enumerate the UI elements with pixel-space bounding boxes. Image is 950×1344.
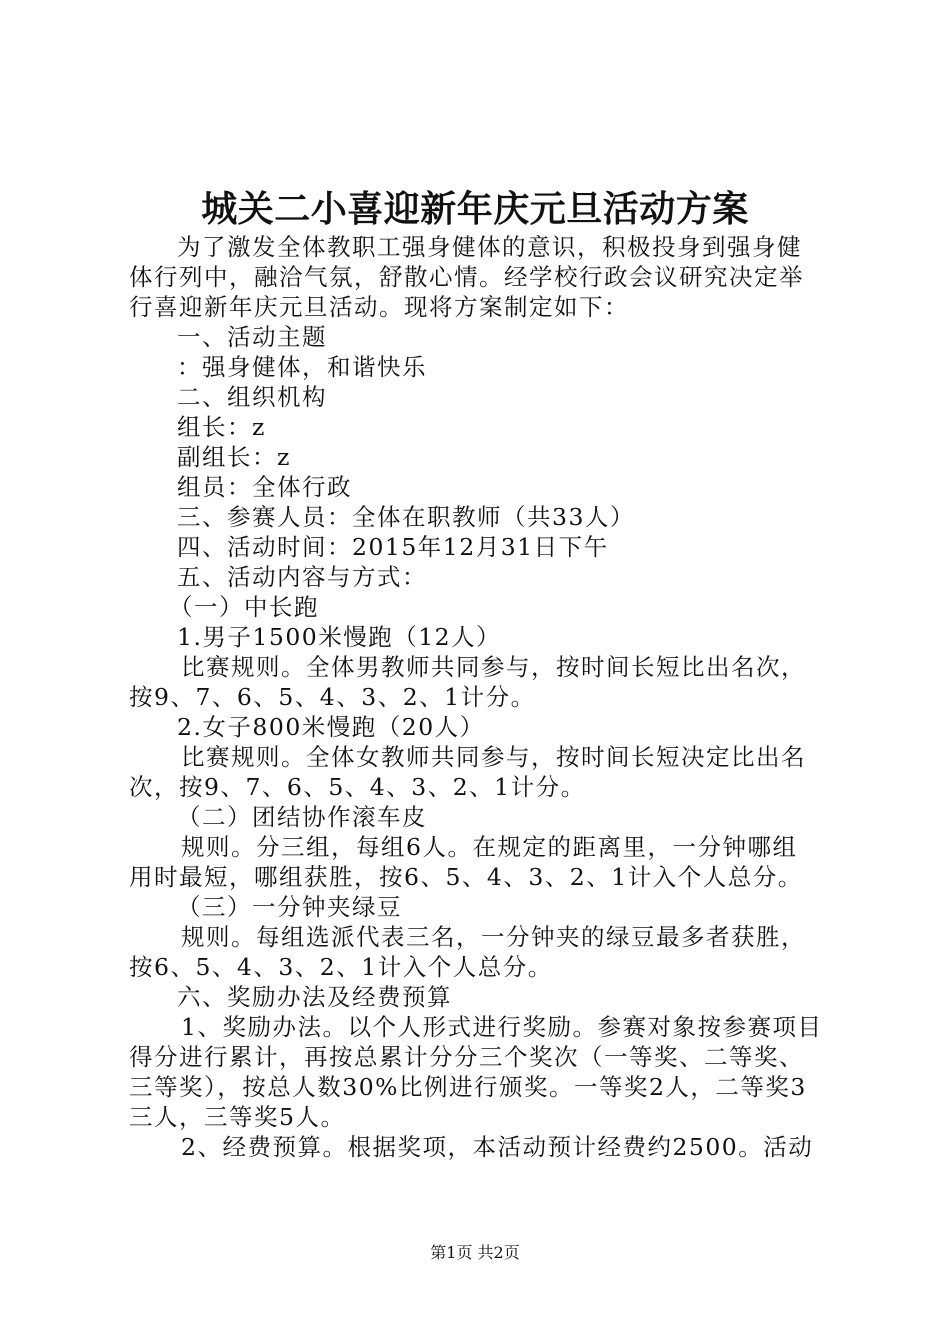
paragraph-line: 三人，三等奖5人。 [129, 1103, 346, 1131]
section-heading: 五、活动内容与方式： [177, 563, 427, 591]
paragraph-line: 规则。每组选派代表三名，一分钟夹的绿豆最多者获胜， [181, 923, 806, 951]
paragraph-line: 体行列中，融洽气氛，舒散心情。经学校行政会议研究决定举 [129, 263, 804, 291]
section-heading: 四、活动时间：2015年12月31日下午 [177, 533, 609, 561]
paragraph-line: 2、经费预算。根据奖项，本活动预计经费约2500。活动 [181, 1133, 814, 1161]
paragraph-line: 规则。分三组，每组6人。在规定的距离里，一分钟哪组 [181, 833, 798, 861]
paragraph-line: 比赛规则。全体女教师共同参与，按时间长短决定比出名 [181, 743, 806, 771]
paragraph-line: 组长：z [177, 413, 266, 441]
section-heading: 六、奖励办法及经费预算 [177, 983, 452, 1011]
page-footer: 第1页 共2页 [430, 1243, 520, 1262]
paragraph-line: ：强身健体，和谐快乐 [177, 353, 427, 381]
paragraph-line: 得分进行累计，再按总累计分分三个奖次（一等奖、二等奖、 [129, 1043, 804, 1071]
paragraph-line: 1、奖励办法。以个人形式进行奖励。参赛对象按参赛项目 [181, 1013, 823, 1041]
document-body [129, 232, 831, 1162]
subsection-heading: （三）一分钟夹绿豆 [177, 893, 402, 921]
section-heading: 二、组织机构 [177, 383, 327, 411]
paragraph-line: 三等奖），按总人数30%比例进行颁奖。一等奖2人，二等奖3 [129, 1073, 807, 1101]
subsection-heading: （一）中长跑 [169, 593, 319, 621]
paragraph-line: 用时最短，哪组获胜，按6、5、4、3、2、1计入个人总分。 [129, 863, 803, 891]
paragraph-line: 2.女子800米慢跑（20人） [177, 713, 485, 741]
paragraph-line: 为了激发全体教职工强身健体的意识，积极投身到强身健 [177, 233, 802, 261]
paragraph-line: 比赛规则。全体男教师共同参与，按时间长短比出名次， [181, 653, 806, 681]
section-heading: 一、活动主题 [177, 323, 327, 351]
paragraph-line: 次，按9、7、6、5、4、3、2、1计分。 [129, 773, 586, 801]
document-title: 城关二小喜迎新年庆元旦活动方案 [201, 188, 749, 230]
paragraph-line: 按6、5、4、3、2、1计入个人总分。 [129, 953, 553, 981]
section-heading: 三、参赛人员：全体在职教师（共33人） [177, 503, 635, 531]
paragraph-line: 行喜迎新年庆元旦活动。现将方案制定如下： [129, 293, 629, 321]
subsection-heading: （二）团结协作滚车皮 [177, 803, 427, 831]
paragraph-line: 按9、7、6、5、4、3、2、1计分。 [129, 683, 536, 711]
paragraph-line: 1.男子1500米慢跑（12人） [177, 623, 502, 651]
paragraph-line: 组员：全体行政 [177, 473, 352, 501]
paragraph-line: 副组长：z [177, 443, 291, 471]
